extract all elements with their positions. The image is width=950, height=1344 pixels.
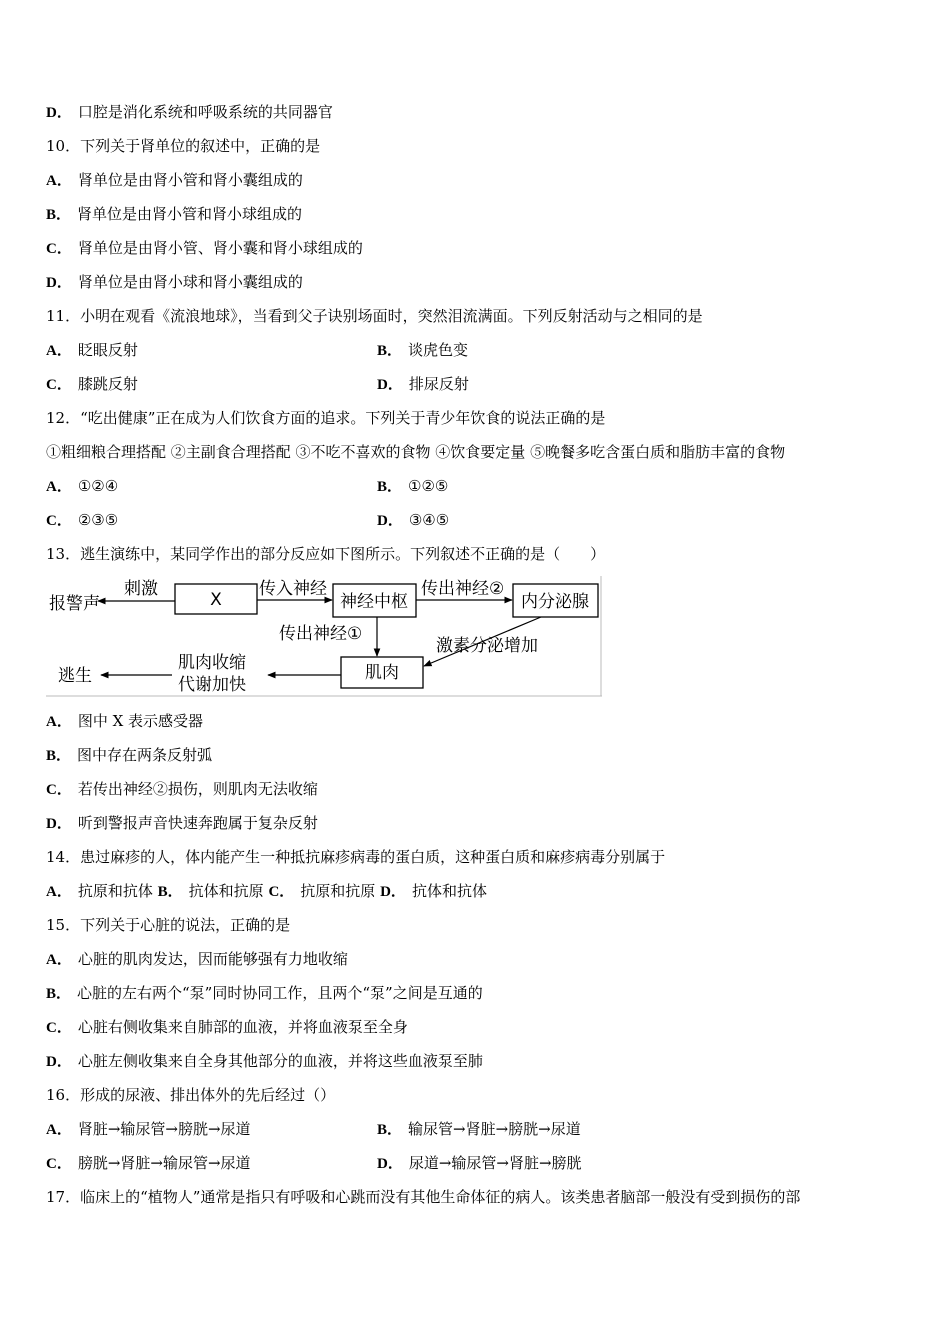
option-text: 口腔是消化系统和呼吸系统的共同器官 (77, 103, 333, 121)
q10-stem: 10．下列关于肾单位的叙述中，正确的是 (46, 137, 321, 155)
option-letter: A． (46, 1122, 72, 1138)
option-letter: C． (268, 884, 295, 900)
option-text: ③④⑤ (408, 511, 450, 529)
label-gland: 内分泌腺 (521, 592, 589, 612)
option-letter: C． (46, 241, 72, 257)
option-text: 心脏左侧收集来自全身其他部分的血液，并将这些血液泵至肺 (77, 1052, 483, 1070)
reflex-diagram (46, 576, 602, 697)
option-letter: C． (46, 513, 72, 529)
q15-option-a (46, 949, 348, 970)
q11-option-c (46, 374, 138, 395)
label-stimulus: 刺激 (124, 579, 158, 599)
label-x: X (210, 590, 222, 610)
label-muscle: 肌肉 (365, 663, 399, 683)
option-letter: A． (46, 952, 72, 968)
option-letter: C． (46, 377, 72, 393)
q10-option-b (46, 204, 302, 225)
option-letter: D． (377, 377, 403, 393)
option-letter: D． (46, 105, 72, 121)
q13-option-d (46, 813, 318, 834)
label-hormone: 激素分泌增加 (436, 636, 538, 656)
option-letter: D． (377, 513, 403, 529)
option-letter: B． (46, 748, 72, 764)
q11-option-a (46, 340, 138, 361)
option-letter: B． (46, 986, 72, 1002)
option-letter: C． (46, 782, 72, 798)
option-text: 肾单位是由肾小管和肾小囊组成的 (77, 171, 303, 189)
option-letter: A． (46, 173, 72, 189)
option-letter: C． (46, 1020, 72, 1036)
option-text: 膝跳反射 (77, 375, 138, 393)
option-letter: A． (46, 479, 72, 495)
q13-option-b (46, 745, 212, 766)
option-text: 谈虎色变 (408, 341, 469, 359)
q16-stem: 16．形成的尿液、排出体外的先后经过（） (46, 1086, 336, 1104)
q16-option-b (377, 1119, 581, 1140)
option-text: 抗原和抗体 (77, 882, 153, 900)
q11-option-d (377, 374, 469, 395)
option-letter: B． (377, 479, 403, 495)
q16-option-c (46, 1153, 251, 1174)
option-letter: A． (46, 714, 72, 730)
option-letter: A． (46, 884, 72, 900)
option-text: 听到警报声音快速奔跑属于复杂反射 (77, 814, 318, 832)
option-letter: B． (377, 343, 403, 359)
option-text: 心脏的肌肉发达，因而能够强有力地收缩 (77, 950, 348, 968)
option-text: 抗原和抗原 (300, 882, 376, 900)
option-text: ①②⑤ (408, 477, 449, 495)
option-text: 输尿管→肾脏→膀胱→尿道 (408, 1120, 581, 1138)
option-text: 心脏右侧收集来自肺部的血液，并将血液泵至全身 (77, 1018, 408, 1036)
option-letter: D． (377, 1156, 403, 1172)
option-text: 眨眼反射 (77, 341, 138, 359)
option-text: 膀胱→肾脏→输尿管→尿道 (77, 1154, 251, 1172)
q11-stem: 11．小明在观看《流浪地球》，当看到父子诀别场面时，突然泪流满面。下列反射活动与之相同的是 (46, 307, 703, 325)
q12-items: ①粗细粮合理搭配 ②主副食合理搭配 ③不吃不喜欢的食物 ④饮食要定量 ⑤晚餐多吃含蛋白质和脂肪丰富的食物 (46, 443, 786, 461)
option-text: 肾脏→输尿管→膀胱→尿道 (77, 1120, 251, 1138)
option-text: ①②④ (77, 477, 119, 495)
option-letter: A． (46, 343, 72, 359)
q14-options (46, 881, 487, 902)
q12-option-a (46, 476, 118, 497)
q16-option-d (377, 1153, 582, 1174)
q10-option-a (46, 170, 303, 191)
q17-stem: 17．临床上的“植物人”通常是指只有呼吸和心跳而没有其他生命体征的病人。该类患者脑部一般没有受到损伤的部 (46, 1188, 801, 1206)
label-escape: 逃生 (58, 666, 92, 686)
option-text: 抗体和抗体 (411, 882, 487, 900)
option-text: 心脏的左右两个“泵”同时协同工作，且两个“泵”之间是互通的 (77, 984, 483, 1002)
option-letter: D． (46, 816, 72, 832)
q10-option-d (46, 272, 303, 293)
option-letter: D． (46, 275, 72, 291)
option-letter: B． (46, 207, 72, 223)
label-efferent1: 传出神经① (279, 624, 363, 644)
option-letter: D． (380, 884, 406, 900)
q15-option-c (46, 1017, 408, 1038)
option-text: 抗体和抗原 (188, 882, 264, 900)
option-letter: D． (46, 1054, 72, 1070)
q12-stem: 12．“吃出健康”正在成为人们饮食方面的追求。下列关于青少年饮食的说法正确的是 (46, 409, 606, 427)
option-text: 图中 X 表示感受器 (77, 712, 204, 730)
label-center: 神经中枢 (340, 592, 408, 612)
label-contract2: 代谢加快 (178, 675, 246, 695)
option-text: ②③⑤ (77, 511, 119, 529)
label-efferent2: 传出神经② (421, 579, 505, 599)
q13-option-a (46, 711, 203, 732)
option-letter: B． (377, 1122, 403, 1138)
q10-option-c (46, 238, 363, 259)
q12-option-d (377, 510, 449, 531)
q14-stem: 14．患过麻疹的人，体内能产生一种抵抗麻疹病毒的蛋白质，这种蛋白质和麻疹病毒分别属于 (46, 848, 666, 866)
option-text: 肾单位是由肾小球和肾小囊组成的 (77, 273, 303, 291)
option-letter: C． (46, 1156, 72, 1172)
label-contract1: 肌肉收缩 (178, 653, 246, 673)
option-text: 图中存在两条反射弧 (77, 746, 213, 764)
option-text: 肾单位是由肾小管、肾小囊和肾小球组成的 (77, 239, 363, 257)
label-afferent: 传入神经 (259, 579, 327, 599)
option-text: 若传出神经②损伤，则肌肉无法收缩 (77, 780, 318, 798)
q15-option-b (46, 983, 483, 1004)
q9-option-d (46, 102, 333, 123)
q15-stem: 15．下列关于心脏的说法，正确的是 (46, 916, 291, 934)
option-letter: B． (157, 884, 183, 900)
q13-option-c (46, 779, 318, 800)
q15-option-d (46, 1051, 483, 1072)
q12-option-b (377, 476, 448, 497)
option-text: 肾单位是由肾小管和肾小球组成的 (77, 205, 303, 223)
q12-option-c (46, 510, 118, 531)
option-text: 排尿反射 (408, 375, 469, 393)
q13-stem: 13．逃生演练中，某同学作出的部分反应如下图所示。下列叙述不正确的是（ ） (46, 545, 606, 563)
q16-option-a (46, 1119, 251, 1140)
option-text: 尿道→输尿管→肾脏→膀胱 (408, 1154, 582, 1172)
q11-option-b (377, 340, 468, 361)
label-alarm: 报警声 (49, 594, 100, 614)
